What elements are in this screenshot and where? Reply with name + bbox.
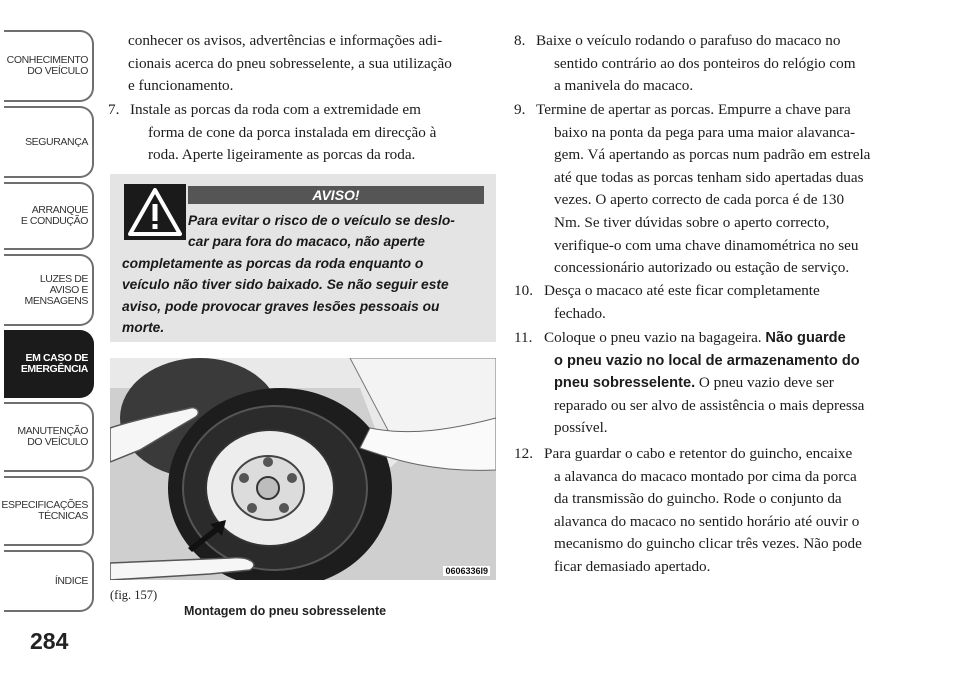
tab-label-line: ARRANQUE <box>31 204 88 216</box>
step-first-line: Instale as porcas da roda com a extremidade em <box>130 101 421 118</box>
tab-label-line: E CONDUÇÃO <box>20 215 88 227</box>
sidebar-tab-conhecimento[interactable] <box>4 30 94 102</box>
text-line: completamente as porcas da roda enquanto o <box>122 256 424 271</box>
text-line: sentido contrário ao dos ponteiros do relógio com <box>554 54 856 72</box>
text-line: reparado ou ser alvo de assistência o mais depressa <box>554 396 865 414</box>
step-first-line: Termine de apertar as porcas. Empurre a chave para <box>536 101 851 118</box>
warning-box <box>110 174 496 342</box>
text-line: e funcionamento. <box>128 77 234 95</box>
text-line: conhecer os avisos, advertências e informações adi- <box>128 32 443 49</box>
text-line: a alavanca do macaco montado por cima da porca <box>554 467 857 485</box>
warning-title: AVISO! <box>188 186 484 204</box>
text-line: Para evitar o risco de o veículo se deslo- <box>188 213 455 228</box>
sidebar-tab-manutencao[interactable] <box>4 402 94 472</box>
figure-code: 0606336I9 <box>445 566 488 576</box>
spare-tire-illustration <box>110 358 496 580</box>
plain-text: O pneu vazio deve ser <box>695 374 834 392</box>
step-first-line: Para guardar o cabo e retentor do guincho, encaixe <box>544 445 853 462</box>
text-line: gem. Vá apertando as porcas num padrão em estrela <box>554 146 871 164</box>
bold-line: o pneu vazio no local de armazenamento do <box>554 352 860 369</box>
page-number: 284 <box>30 628 69 654</box>
text-line: roda. Aperte ligeiramente as porcas da roda. <box>148 146 416 164</box>
step-number: 8. <box>514 32 526 49</box>
tab-label-line: TÉCNICAS <box>38 510 88 522</box>
tab-label-line: DO VEÍCULO <box>27 436 88 448</box>
tab-label-line: MENSAGENS <box>24 294 88 307</box>
step-11 <box>514 327 906 440</box>
step-first-line: Desça o macaco até este ficar completamente <box>544 282 820 299</box>
text-line: veículo não tiver sido baixado. Se não seguir este <box>122 277 449 293</box>
text-line: concessionário autorizado ou estação de serviço. <box>554 259 850 277</box>
step-number: 9. <box>514 101 526 118</box>
sidebar-tab-arranque[interactable] <box>4 182 94 250</box>
step-12 <box>514 443 906 579</box>
text-line: vezes. O aperto correcto de cada porca é de 130 <box>554 191 845 209</box>
text-line: cionais acerca do pneu sobresselente, a sua utilização <box>128 54 452 72</box>
step-9 <box>514 99 906 280</box>
figure-label: (fig. 157) <box>110 588 158 602</box>
warning-text-indented <box>188 210 484 253</box>
tab-label-line: LUZES DE <box>39 272 88 285</box>
step-number: 12. <box>514 445 533 462</box>
tab-label-line: MANUTENÇÃO <box>17 425 88 437</box>
step-first-line: Baixe o veículo rodando o parafuso do macaco no <box>536 32 841 49</box>
step-7 <box>108 99 496 167</box>
text-line: baixo na ponta da pega para uma maior alavanca- <box>554 123 856 141</box>
sidebar-tab-especificacoes[interactable] <box>1 476 94 546</box>
tab-label-line: AVISO E <box>49 283 88 296</box>
text-line: da transmissão do guincho. Rode o conjunto da <box>554 490 842 508</box>
text-line: Nm. Se tiver dúvidas sobre o aperto correcto, <box>554 213 830 231</box>
step-8 <box>514 30 906 98</box>
text-line: possível. <box>554 419 608 437</box>
text-line: morte. <box>122 320 165 336</box>
bold-text: Não guarde <box>765 330 846 346</box>
sidebar-tab-luzes[interactable] <box>4 254 94 326</box>
text-line: forma de cone da porca instalada em direcção à <box>148 123 437 141</box>
text-line: car para fora do macaco, não aperte <box>188 234 425 250</box>
text-line: até que todas as porcas tenham sido apertadas duas <box>554 168 864 186</box>
tab-label-line: DO VEÍCULO <box>27 65 88 77</box>
step-number: 11. <box>514 329 533 346</box>
step-first-line <box>544 327 906 350</box>
tab-label-line: EM CASO DE <box>25 352 88 364</box>
bold-text: pneu sobresselente. <box>554 375 696 392</box>
tab-label-line: EMERGÊNCIA <box>20 363 88 375</box>
spare-tire-figure <box>110 358 496 580</box>
sidebar-tab-indice[interactable] <box>4 550 94 612</box>
mixed-line <box>554 372 906 395</box>
plain-text: Coloque o pneu vazio na bagageira. <box>544 329 766 346</box>
sidebar-tab-emergencia[interactable] <box>4 330 94 398</box>
text-line: aviso, pode provocar graves lesões pessoais ou <box>122 298 440 314</box>
warning-text <box>122 253 490 339</box>
text-line: alavanca do macaco no sentido horário até ouvir o <box>554 512 860 530</box>
tab-label-line: ESPECIFICAÇÕES <box>1 499 88 511</box>
text-line: verifique-o com uma chave dinamométrica no seu <box>554 236 859 254</box>
intro-paragraph <box>128 30 496 98</box>
text-line: mecanismo do guincho clicar três vezes. Não pode <box>554 535 862 553</box>
tab-label-line: CONHECIMENTO <box>6 54 88 66</box>
text-line: a manivela do macaco. <box>554 77 694 95</box>
tab-label-line: SEGURANÇA <box>25 135 88 148</box>
figure-caption: Montagem do pneu sobresselente <box>184 604 387 618</box>
text-line: fechado. <box>554 304 606 322</box>
step-number: 7. <box>108 101 120 118</box>
step-number: 10. <box>514 282 533 299</box>
text-line: ficar demasiado apertado. <box>554 557 711 575</box>
tab-label-line: ÍNDICE <box>54 574 88 587</box>
step-10 <box>514 280 906 325</box>
sidebar-tab-seguranca[interactable] <box>4 106 94 178</box>
warning-icon <box>124 184 186 240</box>
